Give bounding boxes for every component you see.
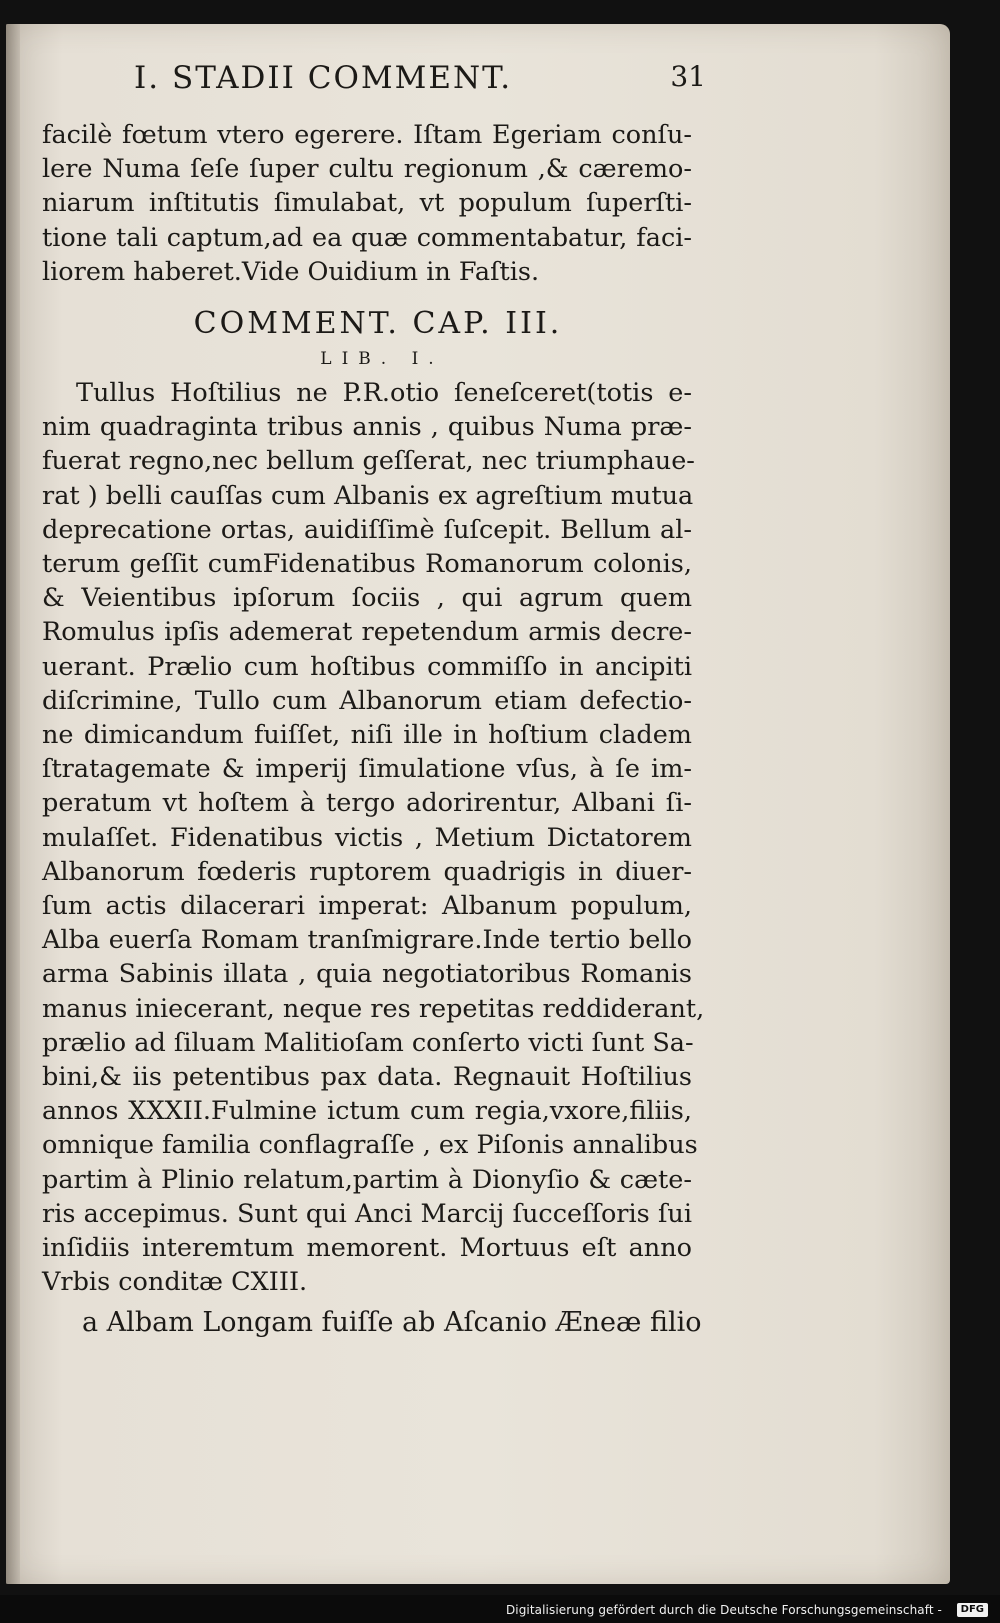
text-line: ris accepimus. Sunt qui Anci Marcij ſucceſſoris ſui bbox=[42, 1198, 692, 1229]
text-line: Romulus ipſis ademerat repetendum armis decre- bbox=[42, 617, 692, 648]
text-line: Vrbis conditæ CXIII. bbox=[42, 1267, 308, 1298]
chapter-body bbox=[42, 376, 705, 1299]
footnote-catchline: a Albam Longam fuiſſe ab Aſcanio Æneæ filio bbox=[82, 1306, 702, 1338]
funding-credit: Digitalisierung gefördert durch die Deutsche Forschungsgemeinschaft - bbox=[505, 1603, 942, 1617]
text-line: annos XXXII.Fulmine ictum cum regia,vxore,filiis, bbox=[42, 1096, 692, 1127]
text-line: arma Sabinis illata , quia negotiatoribus Romanis bbox=[42, 959, 692, 990]
book-label: LIB. I. bbox=[320, 349, 444, 370]
text-line: partim à Plinio relatum,partim à Dionyſio & cæte- bbox=[42, 1164, 692, 1195]
text-line: mulaſſet. Fidenatibus victis , Metium Dictatorem bbox=[42, 822, 692, 853]
text-line: omnique familia conflagraſſe , ex Piſonis annalibus bbox=[42, 1130, 698, 1161]
text-line: nim quadraginta tribus annis , quibus Numa præ- bbox=[42, 412, 692, 443]
text-line: prælio ad ſiluam Malitioſam conſerto victi ſunt Sa- bbox=[42, 1027, 694, 1058]
page-gutter-shadow bbox=[6, 24, 20, 1584]
text-line: tione tali captum,ad ea quæ commentabatur, faci- bbox=[42, 222, 692, 253]
running-title: I. STADII COMMENT. bbox=[134, 60, 513, 96]
text-line: facilè fœtum vtero egerere. Iſtam Egeriam conſu- bbox=[42, 120, 692, 150]
running-head bbox=[42, 60, 706, 118]
intro-paragraph bbox=[42, 118, 692, 289]
page-text bbox=[42, 60, 706, 1342]
text-line: lere Numa ſeſe ſuper cultu regionum ,& cæremo- bbox=[42, 154, 692, 185]
dfg-logo: DFG bbox=[957, 1603, 988, 1617]
book-page bbox=[6, 24, 950, 1584]
text-line: & Veientibus ipſorum ſociis , qui agrum quem bbox=[42, 583, 692, 614]
text-line: ne dimicandum fuiſſet, niſi ille in hoſtium cladem bbox=[42, 720, 692, 751]
text-line: bini,& iis petentibus pax data. Regnauit Hoſtilius bbox=[42, 1062, 692, 1093]
text-line: inſidiis interemtum memorent. Mortuus eſt anno bbox=[42, 1233, 692, 1264]
text-line: terum geſſit cumFidenatibus Romanorum colonis, bbox=[42, 549, 692, 580]
page-number: 31 bbox=[670, 60, 706, 93]
text-line: Tullus Hoſtilius ne P.R.otio ſeneſceret(totis e- bbox=[76, 378, 692, 409]
text-line: Albanorum fœderis ruptorem quadrigis in diuer- bbox=[42, 856, 692, 887]
text-line: ſtratagemate & imperij ſimulatione vſus, à ſe im- bbox=[42, 754, 692, 785]
text-line: fuerat regno,nec bellum geſſerat, nec triumphaue- bbox=[42, 446, 695, 477]
text-line: Alba euerſa Romam tranſmigrare.Inde tertio bello bbox=[42, 925, 692, 956]
text-line: liorem haberet.Vide Ouidium in Faſtis. bbox=[42, 256, 540, 287]
text-line: niarum inſtitutis ſimulabat, vt populum ſuperſti- bbox=[42, 188, 692, 219]
text-line: uerant. Prælio cum hoſtibus commiſſo in ancipiti bbox=[42, 651, 692, 682]
text-line: ſum actis dilacerari imperat: Albanum populum, bbox=[42, 891, 692, 922]
text-line: peratum vt hoſtem à tergo adorirentur, Albani ſi- bbox=[42, 788, 692, 819]
footer-bar bbox=[0, 1595, 1000, 1623]
text-line: manus iniecerant, neque res repetitas reddiderant, bbox=[42, 993, 705, 1024]
text-line: deprecatione ortas, auidiſſimè ſuſcepit. Bellum al- bbox=[42, 514, 692, 545]
text-line: diſcrimine, Tullo cum Albanorum etiam defectio- bbox=[42, 685, 692, 716]
chapter-heading: COMMENT. CAP. III. bbox=[193, 306, 563, 342]
text-line: rat ) belli cauſſas cum Albanis ex agreſtium mutua bbox=[42, 480, 694, 511]
